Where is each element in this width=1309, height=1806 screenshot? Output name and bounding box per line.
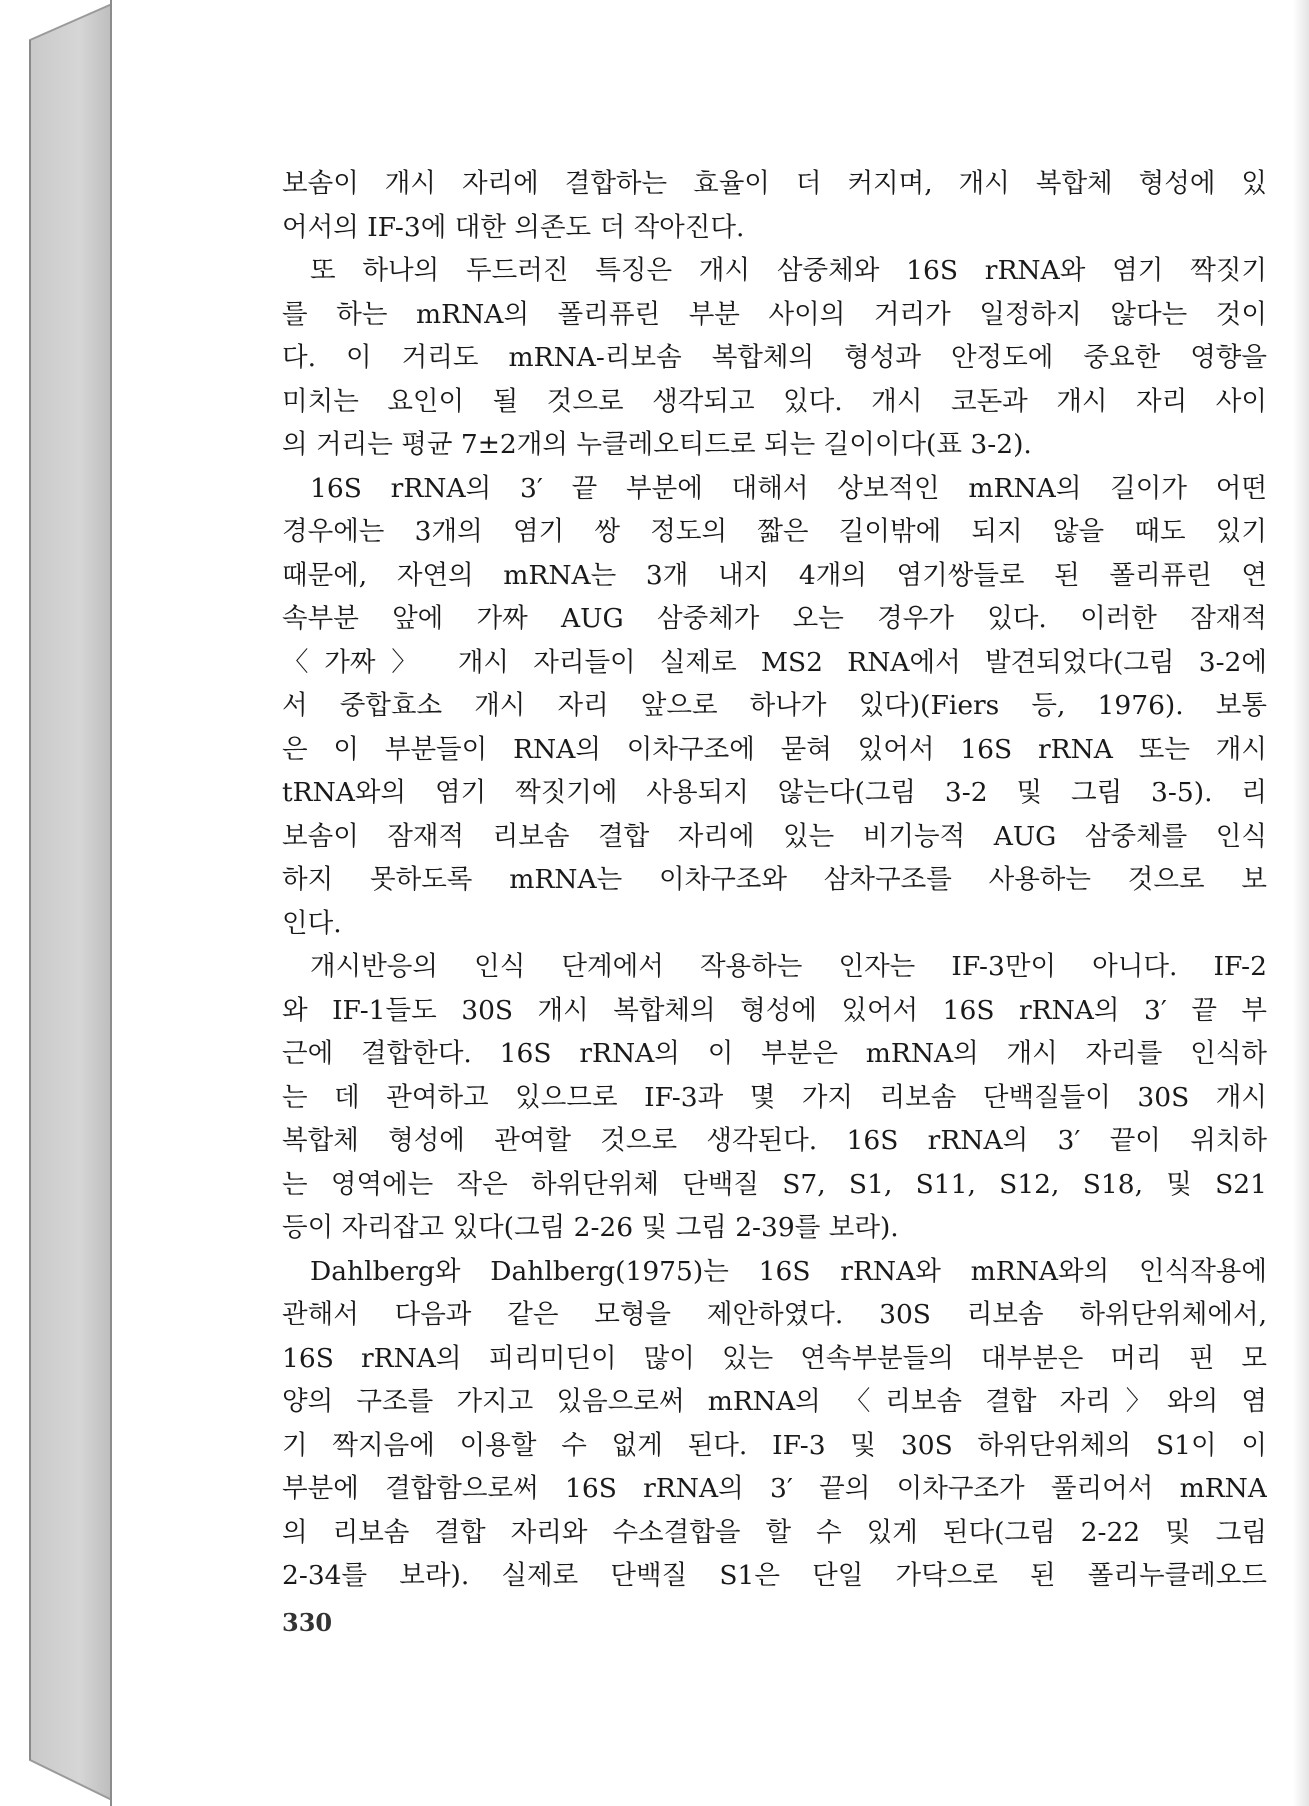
text-line: Dahlberg와 Dahlberg(1975)는 16S rRNA와 mRNA와의 인식작용에	[310, 1255, 1267, 1287]
text-line: 16S rRNA의 피리미딘이 많이 있는 연속부분들의 대부분은 머리 핀 모	[282, 1342, 1267, 1374]
text-line: 서 중합효소 개시 자리 앞으로 하나가 있다)(Fiers 등, 1976). 보통	[282, 690, 1267, 721]
text-line: 등이 자리잡고 있다(그림 2-26 및 그림 2-39를 보라).	[282, 1212, 899, 1243]
text-line: 보솜이 개시 자리에 결합하는 효율이 더 커지며, 개시 복합체 형성에 있	[282, 168, 1267, 199]
text-line: 은 이 부분들이 RNA의 이차구조에 묻혀 있어서 16S rRNA 또는 개시	[282, 733, 1267, 765]
text-line: 관해서 다음과 같은 모형을 제안하였다. 30S 리보솜 하위단위체에서,	[282, 1299, 1267, 1330]
text-line: 근에 결합한다. 16S rRNA의 이 부분은 mRNA의 개시 자리를 인식하	[282, 1038, 1267, 1069]
text-line: 때문에, 자연의 mRNA는 3개 내지 4개의 염기쌍들로 된 폴리퓨린 연	[282, 559, 1267, 591]
text-line: 2-34를 보라). 실제로 단백질 S1은 단일 가닥으로 된 폴리누클레오드	[282, 1560, 1267, 1591]
text-line: 16S rRNA의 3′ 끝 부분에 대해서 상보적인 mRNA의 길이가 어떤	[310, 472, 1267, 504]
text-line: 는 데 관여하고 있으므로 IF-3과 몇 가지 리보솜 단백질들이 30S 개시	[282, 1081, 1267, 1113]
text-line: 의 리보솜 결합 자리와 수소결합을 할 수 있게 된다(그림 2-22 및 그림	[282, 1516, 1267, 1548]
text-line: 〈가짜〉 개시 자리들이 실제로 MS2 RNA에서 발견되었다(그림 3-2에	[282, 646, 1267, 678]
text-line: 경우에는 3개의 염기 쌍 정도의 짧은 길이밖에 되지 않을 때도 있기	[282, 516, 1267, 547]
text-line: 인다.	[282, 907, 342, 939]
text-line: 하지 못하도록 mRNA는 이차구조와 삼차구조를 사용하는 것으로 보	[282, 864, 1267, 895]
text-line: 미치는 요인이 될 것으로 생각되고 있다. 개시 코돈과 개시 자리 사이	[282, 385, 1267, 417]
text-line: 기 짝지음에 이용할 수 없게 된다. IF-3 및 30S 하위단위체의 S1이 이	[282, 1429, 1267, 1461]
text-line: 보솜이 잠재적 리보솜 결합 자리에 있는 비기능적 AUG 삼중체를 인식	[282, 820, 1267, 852]
text-line: 와 IF-1들도 30S 개시 복합체의 형성에 있어서 16S rRNA의 3′ 끝 부	[282, 994, 1267, 1026]
book-page	[110, 0, 1309, 1806]
body-text	[282, 162, 1267, 1598]
text-line: 또 하나의 두드러진 특징은 개시 삼중체와 16S rRNA와 염기 짝짓기	[310, 255, 1267, 286]
text-line: 의 거리는 평균 7±2개의 누클레오티드로 되는 길이이다(표 3-2).	[282, 429, 1032, 460]
page-number: 330	[282, 1608, 333, 1637]
text-line: 복합체 형성에 관여할 것으로 생각된다. 16S rRNA의 3′ 끝이 위치하	[282, 1125, 1267, 1156]
text-line: 양의 구조를 가지고 있음으로써 mRNA의 〈리보솜 결합 자리〉와의 염	[282, 1386, 1267, 1417]
text-line: 부분에 결합함으로써 16S rRNA의 3′ 끝의 이차구조가 풀리어서 mRNA	[282, 1473, 1267, 1504]
book-spine	[0, 0, 115, 1806]
text-line: 다. 이 거리도 mRNA-리보솜 복합체의 형성과 안정도에 중요한 영향을	[282, 342, 1267, 373]
text-line: 개시반응의 인식 단계에서 작용하는 인자는 IF-3만이 아니다. IF-2	[310, 951, 1267, 982]
text-line: tRNA와의 염기 짝짓기에 사용되지 않는다(그림 3-2 및 그림 3-5). 리	[282, 777, 1267, 808]
page-edge-shadow	[1293, 0, 1309, 1806]
text-line: 속부분 앞에 가짜 AUG 삼중체가 오는 경우가 있다. 이러한 잠재적	[282, 603, 1267, 634]
text-line: 어서의 IF-3에 대한 의존도 더 작아진다.	[282, 211, 745, 243]
text-line: 는 영역에는 작은 하위단위체 단백질 S7, S1, S11, S12, S18, 및 S21	[282, 1168, 1267, 1200]
text-line: 를 하는 mRNA의 폴리퓨린 부분 사이의 거리가 일정하지 않다는 것이	[282, 298, 1267, 330]
